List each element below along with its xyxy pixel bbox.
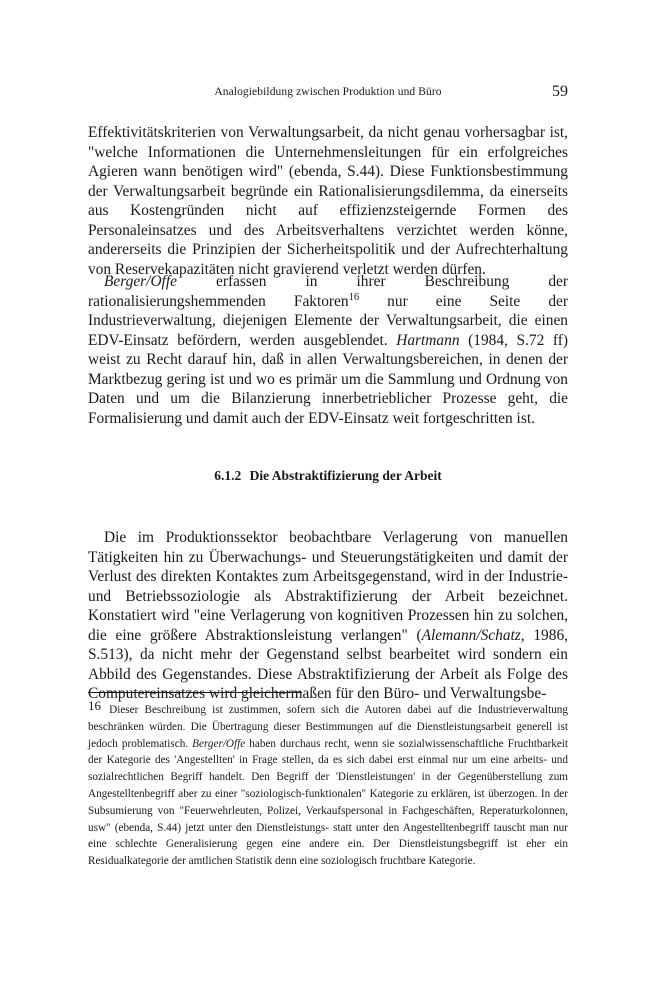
paragraph-2-part-1: erfassen in ihrer Beschreibung der rationalisierungshemmenden Faktoren (88, 273, 568, 310)
paragraph-1 (88, 123, 568, 279)
running-head: Analogiebildung zwischen Produktion und Büro (214, 86, 442, 98)
paragraph-3-part-1: Die im Produktionssektor beobachtbare Verlagerung von manuellen Tätigkeiten hin zu Überwachungs- und Steuerungstätigkeiten und damit der Verlust des direkten Kontaktes zum Arbeitsgegenstand, wird in der Industrie- und Betriebssoziologie als Abstraktifizierung der Arbeit bezeichnet. Konstatiert wird "eine Verlagerung von kognitiven Prozessen hin zu solchen, die eine größere Abstraktionsleistung verlangen" ( (88, 529, 568, 644)
paragraph-2 (88, 272, 568, 428)
paragraph-3-part-2: , 1986, S.513), da nicht mehr der Gegenstand selbst bearbeitet wird sondern ein Abbild des Gegenstandes. Diese Abstraktifizierung der Arbeit als Folge des Computereinsatzes wird gleichermaßen für den Büro- und Verwaltungsbe- (88, 626, 568, 702)
author-citation: Hartmann (396, 331, 460, 349)
paragraph-2-part-2: nur eine Seite der Industrieverwaltung, diejenigen Elemente der Verwaltungsarbeit, die einen EDV-Einsatz befördern, werden ausgeblendet. (88, 292, 568, 349)
footnote-text (88, 698, 568, 870)
section-number: 6.1.2 (214, 468, 242, 483)
footnote (88, 698, 568, 870)
paragraph-2-text (88, 272, 568, 428)
author-citation: Alemann/Schatz (421, 626, 521, 644)
footnote-mark: 16 (88, 698, 101, 713)
section-title: Die Abstraktifizierung der Arbeit (249, 468, 442, 483)
paragraph-3 (88, 528, 568, 704)
page-number: 59 (552, 83, 568, 100)
section-heading (88, 468, 568, 484)
paragraph-2-part-3: (1984, S.72 ff) weist zu Recht darauf hin, daß in allen Verwaltungsbereichen, in denen der Marktbezug gering ist und wo es primär um die Sammlung und Ordnung von Daten und um die Bilanzierung innerbetrieblicher Prozesse geht, die Formalisierung und damit auch der EDV-Einsatz weit fortgeschritten ist. (88, 331, 568, 427)
footnote-part-2: haben durchaus recht, wenn sie sozialwissenschaftliche Fruchtbarkeit der Kategorie des 'Angestellten' in Frage stellen, da es sich dabei erst einmal nur um eine arbeits- und sozialrechtlichen Begriff handelt. Den Begriff der 'Dienstleistungen' in der Gegenüberstellung zum Angestelltenbegriff aber zu einer "soziologisch-funktionalen" Kategorie zu erklären, ist überzogen. In der Subsumierung von "Feuerwehrleuten, Polizei, Verkaufspersonal in Fachgeschäften, Reperaturkolonnen, usw" (ebenda, S.44) jetzt unter den Dienstleistungs- statt unter den Angestelltenbegriff tauscht man nur eine schlechte Generalisierung gegen eine andere ein. Der Dienstleistungsbegriff ist eher ein Residualkategorie der amtlichen Statistik denn eine soziologisch fruchtbare Kategorie. (88, 737, 568, 868)
paragraph-1-text: Effektivitätskriterien von Verwaltungsarbeit, da nicht genau vorhersagbar ist, "welche Informationen die Unternehmensleitungen für ein erfolgreiches Agieren wann benötigen wird" (ebenda, S.44). Diese Funktionsbestimmung der Verwaltungsarbeit begründe ein Rationalisierungsdilemma, da einerseits aus Kostengründen nicht auf effizienzsteigernde Formen des Personaleinsatzes und des Arbeitsverhaltens verzichtet werden könne, andererseits die Prinzipien der Sicherheitspolitik und der Aufrechterhaltung von Reservekapazitäten nicht gravierend verletzt werden dürfen. (88, 124, 568, 278)
author-citation: Berger/Offe (104, 273, 177, 290)
paragraph-3-text (88, 528, 568, 704)
footnote-part-1: Dieser Beschreibung ist zustimmen, sofern sich die Autoren dabei auf die Industrieverwaltung beschränken würden. Die Übertragung dieser Bestimmungen auf die Dienstleistungsarbeit generell ist jedoch problematisch. (88, 704, 568, 750)
footnote-divider (88, 692, 302, 693)
footnote-reference: 16 (348, 291, 360, 303)
page-header (88, 83, 568, 106)
author-citation: Berger/Offe (192, 737, 246, 750)
